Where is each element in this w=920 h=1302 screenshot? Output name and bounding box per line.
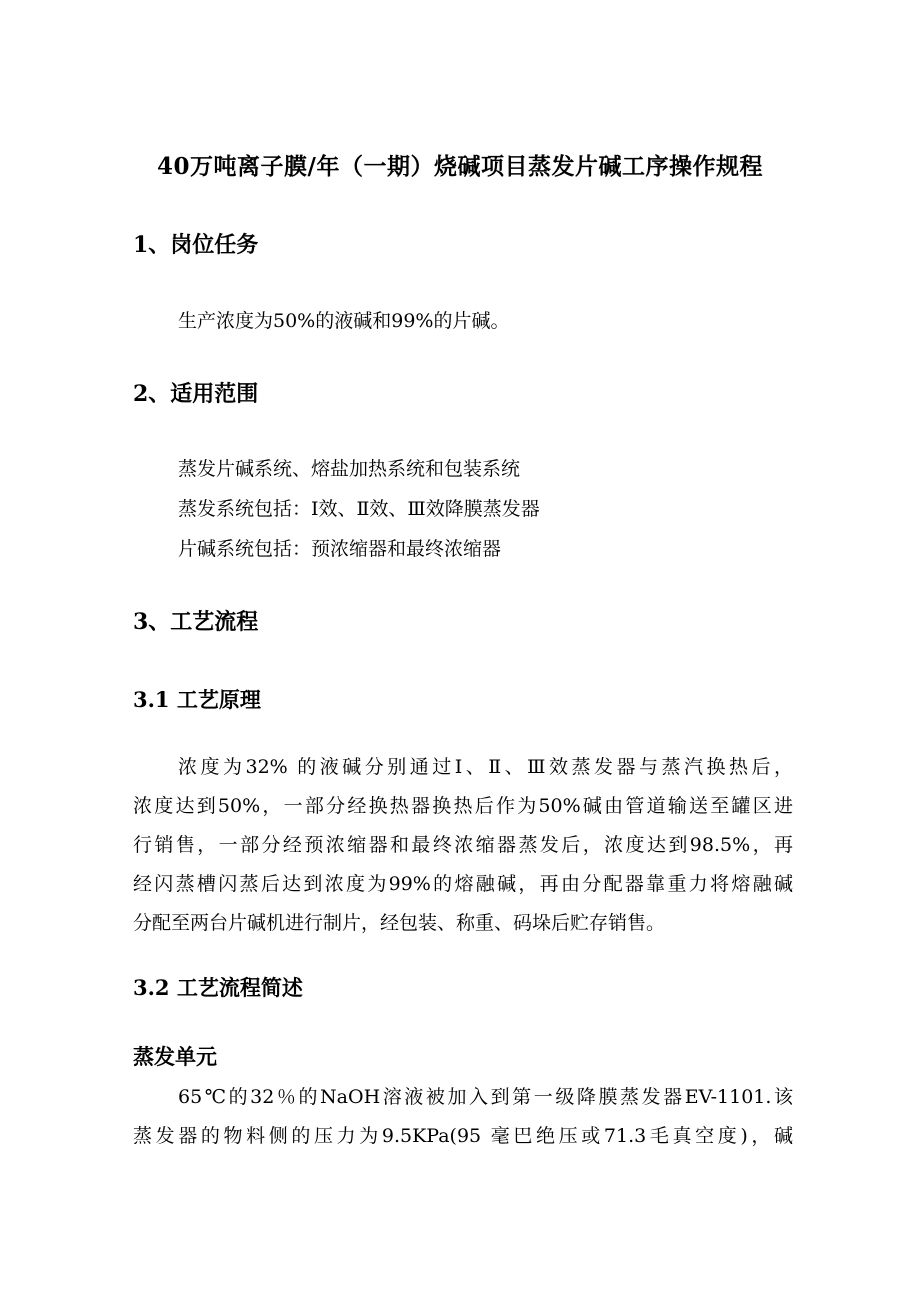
paragraph-line: 浓度达到50%，一部分经换热器换热后作为50%碱由管道输送至罐区进 <box>133 795 793 817</box>
section-2-line: 片碱系统包括：预浓缩器和最终浓缩器 <box>178 538 502 560</box>
paragraph-line: 经闪蒸槽闪蒸后达到浓度为99%的熔融碱，再由分配器靠重力将熔融碱 <box>133 873 793 895</box>
section-2-line: 蒸发系统包括：Ⅰ效、Ⅱ效、Ⅲ效降膜蒸发器 <box>178 498 540 520</box>
section-3-heading: 3、工艺流程 <box>133 609 259 635</box>
section-3-1-paragraph <box>133 748 793 943</box>
paragraph-line: 分配至两台片碱机进行制片，经包装、称重、码垛后贮存销售。 <box>133 912 666 934</box>
paragraph-line: 行销售，一部分经预浓缩器和最终浓缩器蒸发后，浓度达到98.5%，再 <box>133 834 793 856</box>
section-2-heading: 2、适用范围 <box>133 381 259 407</box>
paragraph-line: 65℃的32％的NaOH溶液被加入到第一级降膜蒸发器EV-1101.该 <box>178 1086 793 1108</box>
evaporation-unit-heading: 蒸发单元 <box>133 1044 217 1069</box>
paragraph-line: 浓度为32% 的液碱分别通过Ⅰ、Ⅱ、Ⅲ效蒸发器与蒸汽换热后， <box>178 756 793 778</box>
evaporation-unit-paragraph <box>133 1078 793 1156</box>
section-2-line: 蒸发片碱系统、熔盐加热系统和包装系统 <box>178 458 521 480</box>
section-1-text: 生产浓度为50%的液碱和99%的片碱。 <box>178 310 510 332</box>
document-title: 40万吨离子膜/年（一期）烧碱项目蒸发片碱工序操作规程 <box>157 153 763 180</box>
paragraph-line: 蒸发器的物料侧的压力为9.5KPa(95 毫巴绝压或71.3毛真空度)，碱 <box>133 1125 793 1147</box>
section-1-heading: 1、岗位任务 <box>133 232 259 258</box>
section-3-1-heading: 3.1 工艺原理 <box>133 687 261 712</box>
section-3-2-heading: 3.2 工艺流程简述 <box>133 975 303 1000</box>
